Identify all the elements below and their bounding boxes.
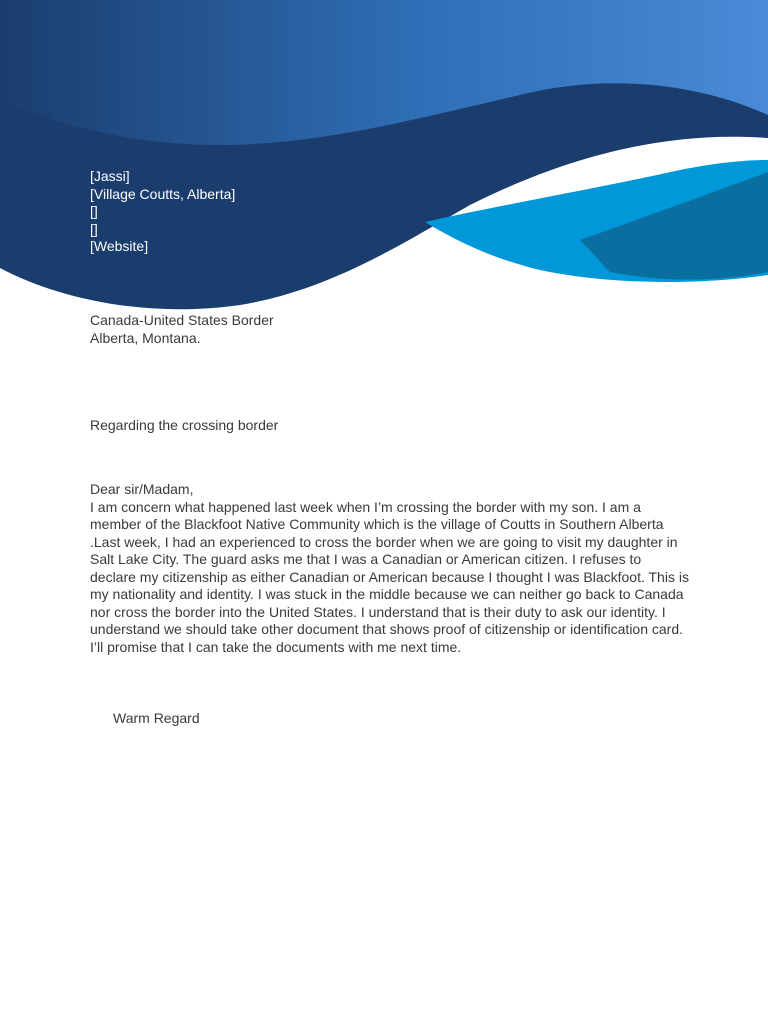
salutation: Dear sir/Madam, [90,481,194,497]
promise-line: I’ll promise that I can take the documents with me next time. [90,638,462,655]
sender-block [90,168,235,256]
sender-website: [Website] [90,238,149,254]
sender-name: [Jassi] [90,168,130,184]
sender-email: [] [90,220,98,237]
sender-address: [Village Coutts, Alberta] [90,185,236,202]
closing: Warm Regard [113,710,200,726]
body-paragraph: I am concern what happened last week when I’m crossing the border with my son. I am a member of the Blackfoot Native Community which is the village of Coutts in Southern Alberta .Last week, I had an experienced to cross the border when we are going to visit my daughter in Salt Lake City. The guard asks me that I was a Canadian or American citizen. I refuses to declare my citizenship as either Canadian or American because I thought I was Blackfoot. This is my nationality and identity. I was stuck in the middle because we can neither go back to Canada nor cross the border into the United States. I understand that is their duty to ask our identity. I understand we should take other document that shows proof of citizenship or identification card. [90,498,689,637]
sender-phone: [] [90,203,98,219]
subject-line: Regarding the crossing border [90,417,279,433]
recipient-block [90,311,274,347]
letter-body [90,481,690,656]
recipient-line-1: Canada-United States Border [90,312,274,328]
recipient-line-2: Alberta, Montana. [90,330,201,346]
wave-header-graphic [0,0,768,330]
